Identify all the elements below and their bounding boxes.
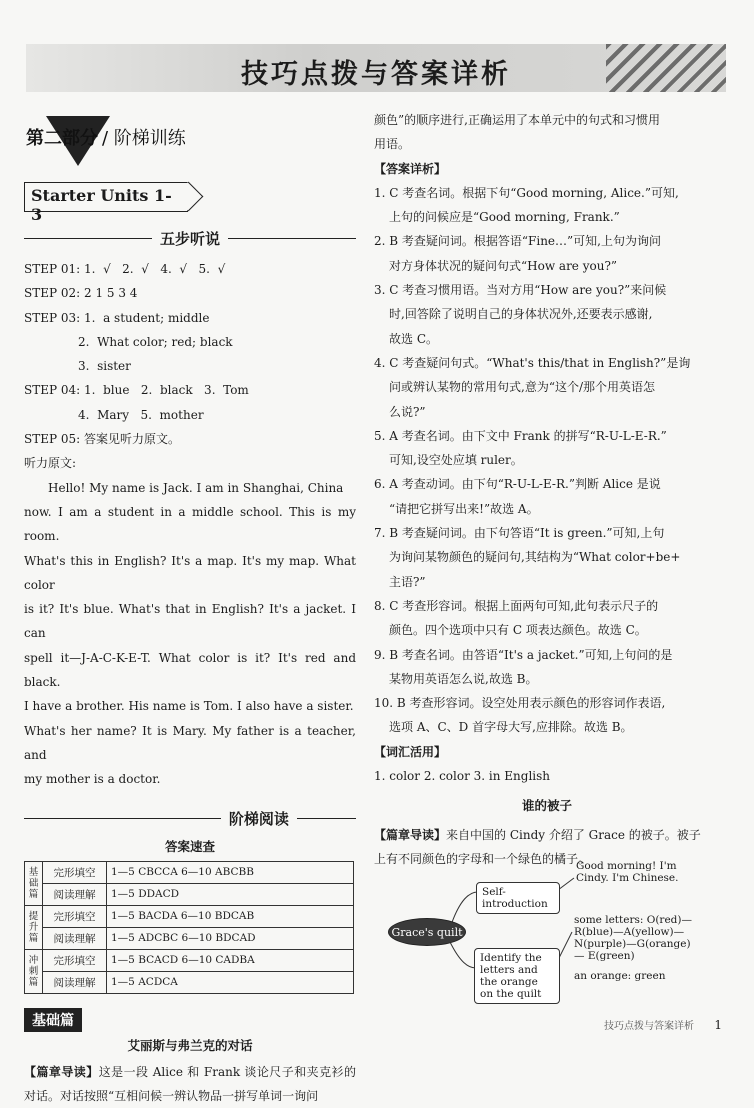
answer-item-cont: 为询问某物颜色的疑问句,其结构为“What color+be+ <box>389 550 681 565</box>
table-row: 阅读理解 1—5 DDACD <box>25 883 354 905</box>
answer-item: 9. B 考查名词。由答语“It's a jacket.”可知,上句问的是 <box>374 647 673 662</box>
answer-item-cont: 可知,设空处应填 ruler。 <box>389 453 523 468</box>
answer-item-cont: 颜色。四个选项中只有 C 项表达颜色。故选 C。 <box>389 623 647 638</box>
reading-section-title: 阶梯阅读 <box>24 808 356 829</box>
basic-level-tag: 基础篇 <box>24 1008 82 1032</box>
passage2-title: 谁的被子 <box>521 798 572 814</box>
listening-section-title: 五步听说 <box>24 228 356 249</box>
mind-map-text: some letters: O(red)— R(blue)—A(yellow)— N(purple)—G(orange)— E(green) <box>574 914 692 962</box>
answer-item-cont: 选项 A、C、D 首字母大写,应排除。故选 B。 <box>389 720 633 735</box>
answer-item-cont: 故选 C。 <box>389 331 438 346</box>
vocab-answers: 1. color 2. color 3. in English <box>374 769 551 784</box>
table-row: 阅读理解 1—5 ADCBC 6—10 BDCAD <box>25 927 354 949</box>
right-column <box>374 108 720 871</box>
table-row: 基础篇 完形填空 1—5 CBCCA 6—10 ABCBB <box>25 861 354 883</box>
step-line: STEP 03: 1. a student; middle <box>24 310 210 325</box>
mind-map-node: Identify the letters and the orange on the quilt <box>474 948 560 1004</box>
page-title: 技巧点拨与答案详析 <box>241 59 511 90</box>
answer-item-cont: 某物用英语怎么说,故选 B。 <box>389 671 538 686</box>
table-title: 答案速查 <box>164 838 215 854</box>
vocab-heading: 【词汇活用】 <box>374 744 447 759</box>
answer-item: 2. B 考查疑问词。根据答语“Fine…”可知,上句为询问 <box>374 234 661 249</box>
passage-title: 艾丽斯与弗兰克的对话 <box>127 1037 253 1053</box>
footer-label: 技巧点拨与答案详析 <box>604 1021 694 1032</box>
answer-item-cont: 问或辨认某物的常用句式,意为“这个/那个用英语怎 <box>389 380 655 395</box>
mind-map-text: Good morning! I'm Cindy. I'm Chinese. <box>576 860 679 884</box>
answer-item-cont: 对方身体状况的疑问句式“How are you?” <box>389 258 618 273</box>
answer-item-cont: 么说?” <box>389 404 426 419</box>
answer-item-cont: 主语?” <box>389 574 426 589</box>
step-line: 3. sister <box>78 359 131 374</box>
passage2-guide: 【篇章导读】来自中国的 Cindy 介绍了 Grace 的被子。被子 <box>374 827 701 842</box>
part-subtitle: / 阶梯训练 <box>102 128 186 149</box>
units-box: Starter Units 1-3 <box>24 182 188 212</box>
step-line: STEP 04: 1. blue 2. black 3. Tom <box>24 383 249 398</box>
listening-script: Hello! My name is Jack. I am in Shanghai, China now. I am a student in a middle school. This is my room. What's this in English? It's a map. It's my map. What color is it? It's blue. What's that in English? It's a jacket. I can spell it—J-A-C-K-E-T. What color is it? It's red and black. I have a brother. His name is Tom. I also have a sister. What's her name? It is Mary. My father is a teacher, and my mother is a doctor. <box>24 480 356 787</box>
left-column <box>24 110 356 1108</box>
answer-heading: 【答案详析】 <box>374 161 447 176</box>
answer-item: 3. C 考查习惯用语。当对方用“How are you?”来问候 <box>374 283 667 298</box>
answer-item-cont: “请把它拼写出来!”故选 A。 <box>389 501 539 516</box>
step-line: STEP 02: 2 1 5 3 4 <box>24 286 138 301</box>
part-title: 第二部分 <box>26 128 98 149</box>
mind-map-node: Self-introduction <box>476 882 560 914</box>
mind-map <box>388 852 718 1032</box>
intro-line: 颜色”的顺序进行,正确运用了本单元中的句式和习惯用 <box>374 113 660 127</box>
answer-item-cont: 上句的问候应是“Good morning, Frank.” <box>389 210 620 225</box>
step-line: STEP 01: 1. √ 2. √ 4. √ 5. √ <box>24 262 226 276</box>
table-row: 提升篇 完形填空 1—5 BACDA 6—10 BDCAB <box>25 905 354 927</box>
mind-map-center: Grace's quilt <box>388 918 466 946</box>
answer-items <box>374 181 720 740</box>
intro-line: 用语。 <box>374 137 411 152</box>
passage2-guide-cont: 上有不同颜色的字母和一个绿色的橘子。 <box>374 851 591 866</box>
step-line: STEP 05: 答案见听力原文。 <box>24 432 181 447</box>
answer-item: 4. C 考查疑问句式。“What's this/that in English?”是询 <box>374 355 691 370</box>
answer-item: 8. C 考查形容词。根据上面两句可知,此句表示尺子的 <box>374 598 659 613</box>
script-label: 听力原文: <box>24 456 77 471</box>
part-heading <box>24 110 356 168</box>
answer-item: 1. C 考查名词。根据下句“Good morning, Alice.”可知, <box>374 185 679 200</box>
answer-table <box>24 861 354 994</box>
table-row: 阅读理解 1—5 ACDCA <box>25 971 354 993</box>
header-banner <box>26 44 726 92</box>
passage-guide: 【篇章导读】这是一段 Alice 和 Frank 谈论尺子和夹克衫的对话。对话按照“互相问候一辨认物品一拼写单词一询问 <box>24 1064 356 1103</box>
step-line: 4. Mary 5. mother <box>78 407 204 422</box>
answer-item: 7. B 考查疑问词。由下句答语“It is green.”可知,上句 <box>374 526 665 541</box>
mind-map-text: an orange: green <box>574 970 666 982</box>
step-line: 2. What color; red; black <box>78 334 233 349</box>
answer-item: 6. A 考查动词。由下句“R-U-L-E-R.”判断 Alice 是说 <box>374 477 661 492</box>
answer-item-cont: 时,回答除了说明自己的身体状况外,还要表示感谢, <box>389 307 653 322</box>
table-row: 冲刺篇 完形填空 1—5 BCACD 6—10 CADBA <box>25 949 354 971</box>
page-number: 1 <box>714 1018 722 1032</box>
answer-item: 10. B 考查形容词。设空处用表示颜色的形容词作表语, <box>374 696 666 711</box>
answer-item: 5. A 考查名词。由下文中 Frank 的拼写“R-U-L-E-R.” <box>374 428 667 443</box>
